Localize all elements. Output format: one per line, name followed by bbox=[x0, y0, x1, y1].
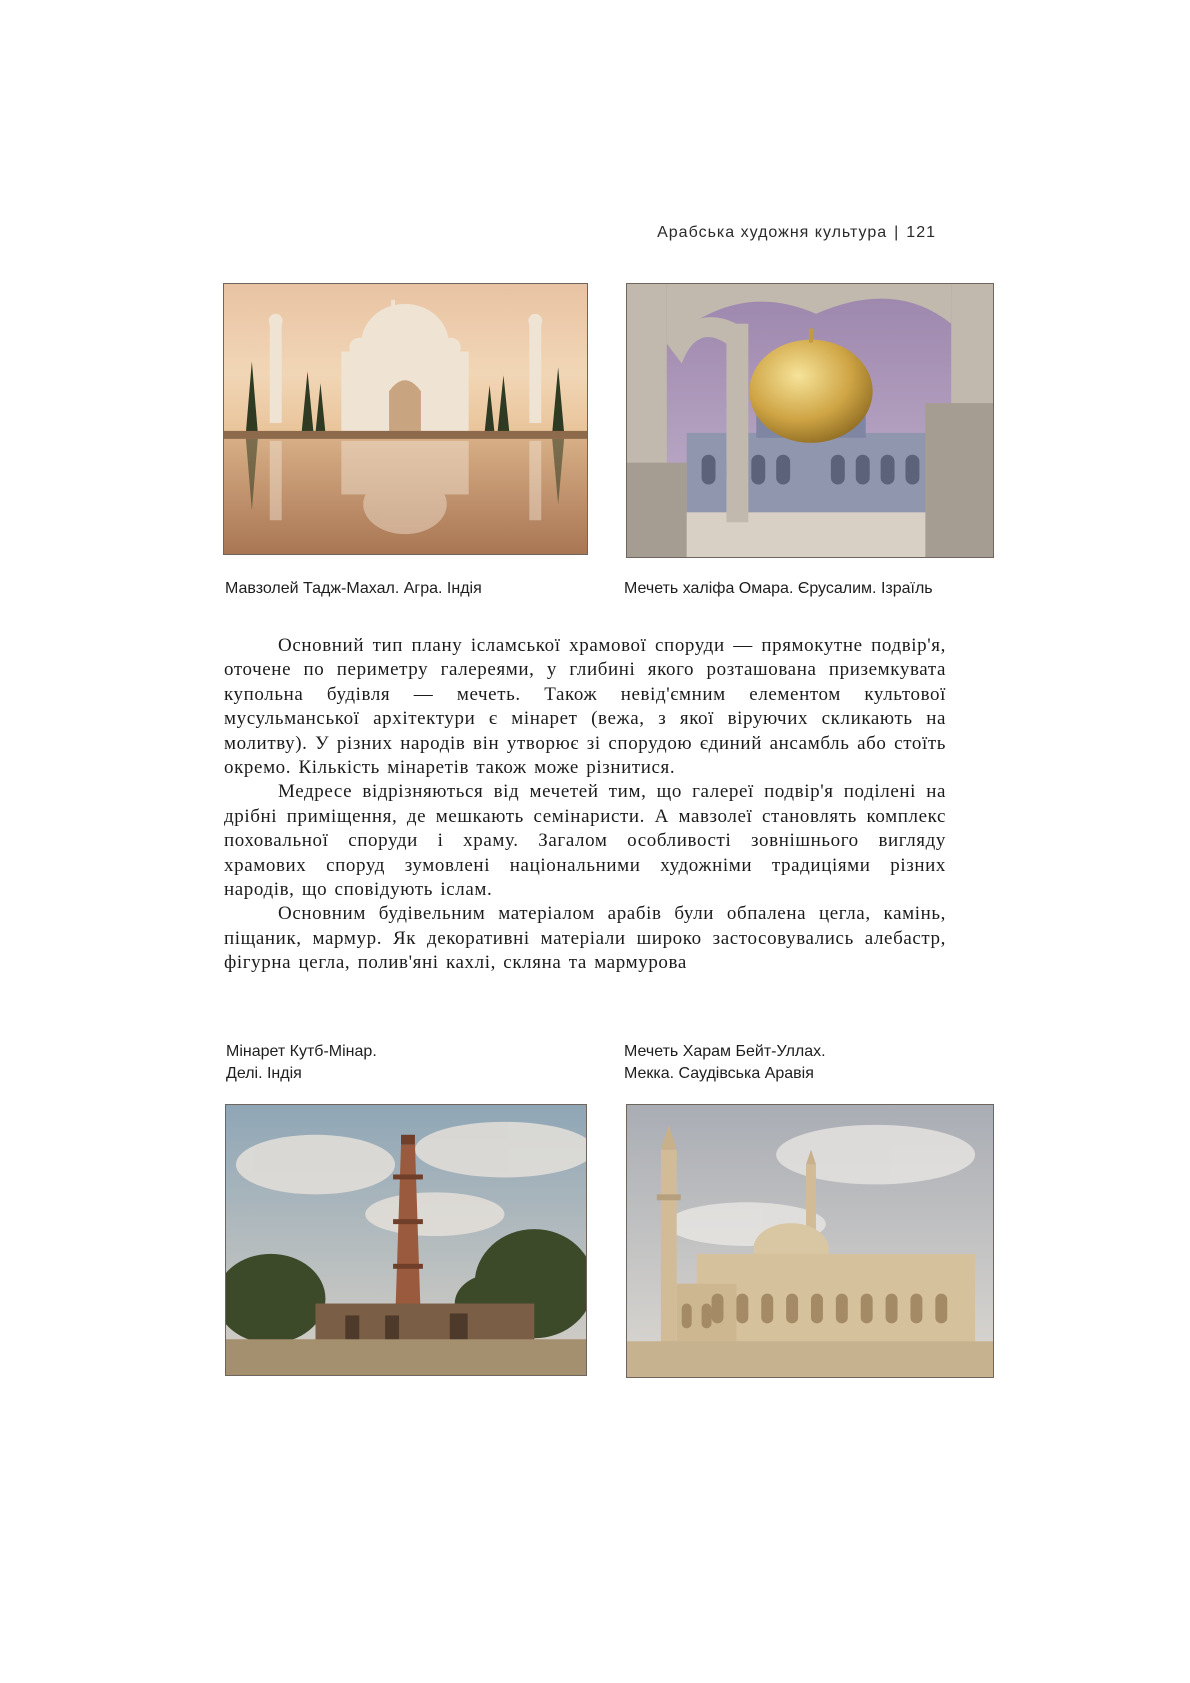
paragraph: Медресе відрізняються від мечетей тим, що галереї подвір'я поділені на дрібні приміщення, де мешкають семінаристи. А мавзолеї становлять комплекс поховальної споруди і храму. Загалом особливості зовнішнього вигляду храмових споруд зумовлені національними художніми традиціями різних народів, що сповідують іслам. bbox=[224, 781, 946, 901]
photo-dome-of-the-rock bbox=[626, 283, 994, 558]
caption-line: Делі. Індія bbox=[226, 1065, 302, 1082]
caption-dome-of-the-rock: Мечеть халіфа Омара. Єрусалим. Ізраїль bbox=[624, 580, 933, 597]
main-text bbox=[224, 634, 946, 976]
photo-qutb-minar bbox=[225, 1104, 587, 1376]
photo-taj-mahal bbox=[223, 283, 588, 555]
caption-line: Мекка. Саудівська Аравія bbox=[624, 1065, 814, 1082]
page-number: 121 bbox=[906, 224, 936, 241]
caption-line: Мечеть Харам Бейт-Уллах. bbox=[624, 1043, 826, 1060]
paragraph: Основним будівельним матеріалом арабів були обпалена цегла, камінь, піщаник, мармур. Як декоративні матеріали широко застосовувались алебастр, фігурна цегла, полив'яні кахлі, скляна та мармурова bbox=[224, 903, 946, 974]
caption-qutb-minar bbox=[226, 1041, 377, 1085]
running-header bbox=[657, 224, 936, 242]
caption-taj-mahal: Мавзолей Тадж-Махал. Агра. Індія bbox=[225, 580, 482, 597]
photo-haram-beit-ullah bbox=[626, 1104, 994, 1378]
running-title: Арабська художня культура bbox=[657, 224, 888, 241]
header-separator: | bbox=[894, 224, 900, 241]
caption-line: Мінарет Кутб-Мінар. bbox=[226, 1043, 377, 1060]
paragraph: Основний тип плану ісламської храмової споруди — прямокутне подвір'я, оточене по периметру галереями, у глибині якого розташована приземкувата купольна будівля — мечеть. Також невід'ємним елементом культової мусульманської архітектури є мінарет (вежа, з якої віруючих скликають на молитву). У різних народів він утворює зі спорудою єдиний ансамбль або стоїть окремо. Кількість мінаретів також може різнитися. bbox=[224, 635, 946, 779]
caption-haram-beit-ullah bbox=[624, 1041, 826, 1085]
